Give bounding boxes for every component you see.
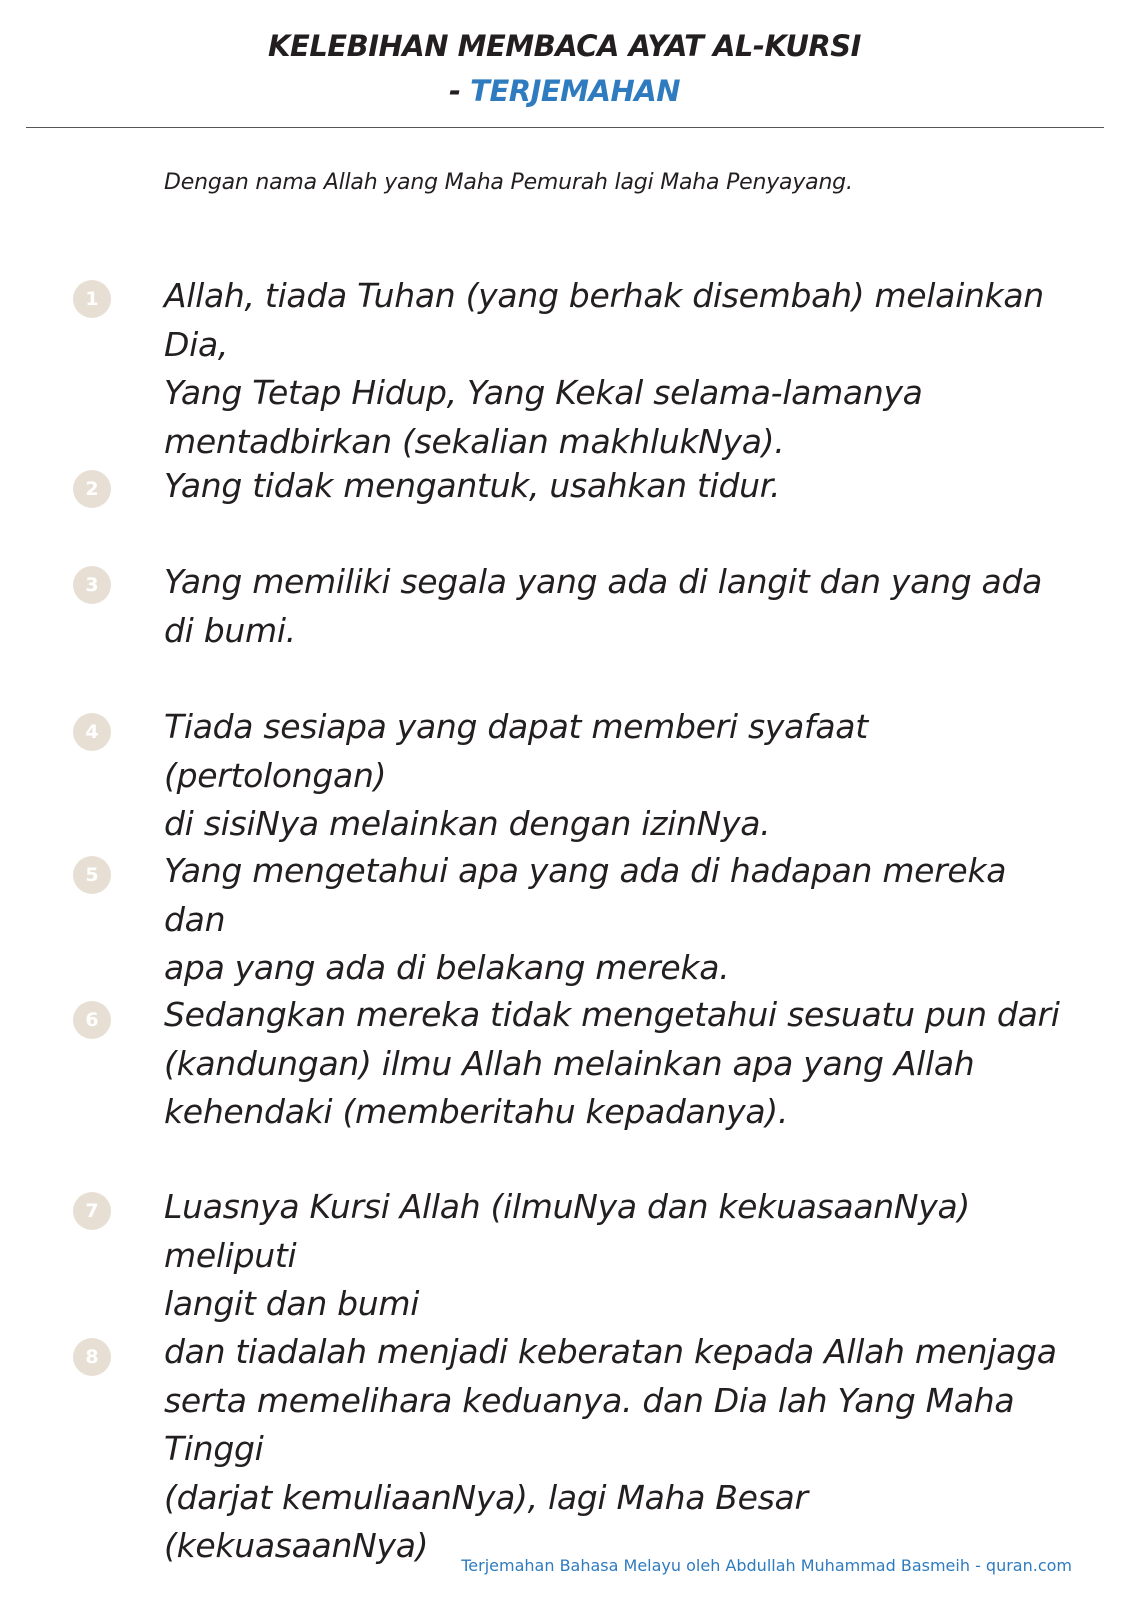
verse-text bbox=[164, 847, 1074, 993]
verse-text bbox=[164, 272, 1074, 466]
title-prefix: - bbox=[449, 74, 471, 108]
verse-line: Yang Tetap Hidup, Yang Kekal selama-lamanya bbox=[164, 373, 923, 412]
verse-number-badge: 3 bbox=[73, 566, 111, 604]
verse-line: Yang tidak mengantuk, usahkan tidur. bbox=[164, 466, 781, 505]
verse-line: apa yang ada di belakang mereka. bbox=[164, 948, 730, 987]
basmalah: Dengan nama Allah yang Maha Pemurah lagi Maha Penyayang. bbox=[164, 170, 853, 195]
header-divider bbox=[26, 127, 1104, 128]
verse-line: di sisiNya melainkan dengan izinNya. bbox=[164, 804, 771, 843]
verse-line: kehendaki (memberitahu kepadanya). bbox=[164, 1092, 789, 1131]
verse-line: mentadbirkan (sekalian makhlukNya). bbox=[164, 421, 785, 461]
verse-text bbox=[164, 1183, 1074, 1329]
verse-number-badge: 7 bbox=[73, 1192, 111, 1230]
verse-line: langit dan bumi bbox=[164, 1284, 420, 1323]
verse-text bbox=[164, 1328, 1074, 1571]
title-main: KELEBIHAN MEMBACA AYAT AL-KURSI bbox=[268, 29, 861, 63]
verse-line: (darjat kemuliaanNya), lagi Maha Besar (kekuasaanNya) bbox=[164, 1477, 808, 1565]
footer-credit: Terjemahan Bahasa Melayu oleh Abdullah Muhammad Basmeih - quran.com bbox=[461, 1556, 1072, 1575]
verse-number-badge: 8 bbox=[73, 1338, 111, 1376]
verse-line: serta memelihara keduanya. dan Dia lah Yang Maha Tinggi bbox=[164, 1380, 1015, 1468]
verse-line: Allah, tiada Tuhan (yang berhak disembah) melainkan Dia, bbox=[164, 276, 1044, 364]
verse-number-badge: 4 bbox=[73, 713, 111, 751]
verse-number-badge: 1 bbox=[73, 280, 111, 318]
verse-line: di bumi. bbox=[164, 610, 296, 650]
verse-line: Sedangkan mereka tidak mengetahui sesuatu pun dari bbox=[164, 995, 1060, 1034]
title-accent: TERJEMAHAN bbox=[470, 74, 680, 108]
verse-line: Yang mengetahui apa yang ada di hadapan mereka dan bbox=[164, 851, 1007, 939]
verse-text bbox=[164, 703, 1074, 849]
verse-number-badge: 5 bbox=[73, 856, 111, 894]
page-title bbox=[0, 24, 1129, 114]
verse-number-badge: 6 bbox=[73, 1001, 111, 1039]
verse-text bbox=[164, 558, 1074, 655]
verse-line: (kandungan) ilmu Allah melainkan apa yang Allah bbox=[164, 1043, 975, 1083]
title-subtitle bbox=[0, 69, 1129, 114]
verse-line: Yang memiliki segala yang ada di langit dan yang ada bbox=[164, 562, 1043, 601]
verse-line: dan tiadalah menjadi keberatan kepada Allah menjaga bbox=[164, 1332, 1057, 1371]
verse-line: Tiada sesiapa yang dapat memberi syafaat (pertolongan) bbox=[164, 707, 868, 795]
verse-text bbox=[164, 991, 1074, 1137]
verse-number-badge: 2 bbox=[73, 470, 111, 508]
verse-line: Luasnya Kursi Allah (ilmuNya dan kekuasaanNya) meliputi bbox=[164, 1187, 970, 1275]
verse-text bbox=[164, 462, 1074, 511]
